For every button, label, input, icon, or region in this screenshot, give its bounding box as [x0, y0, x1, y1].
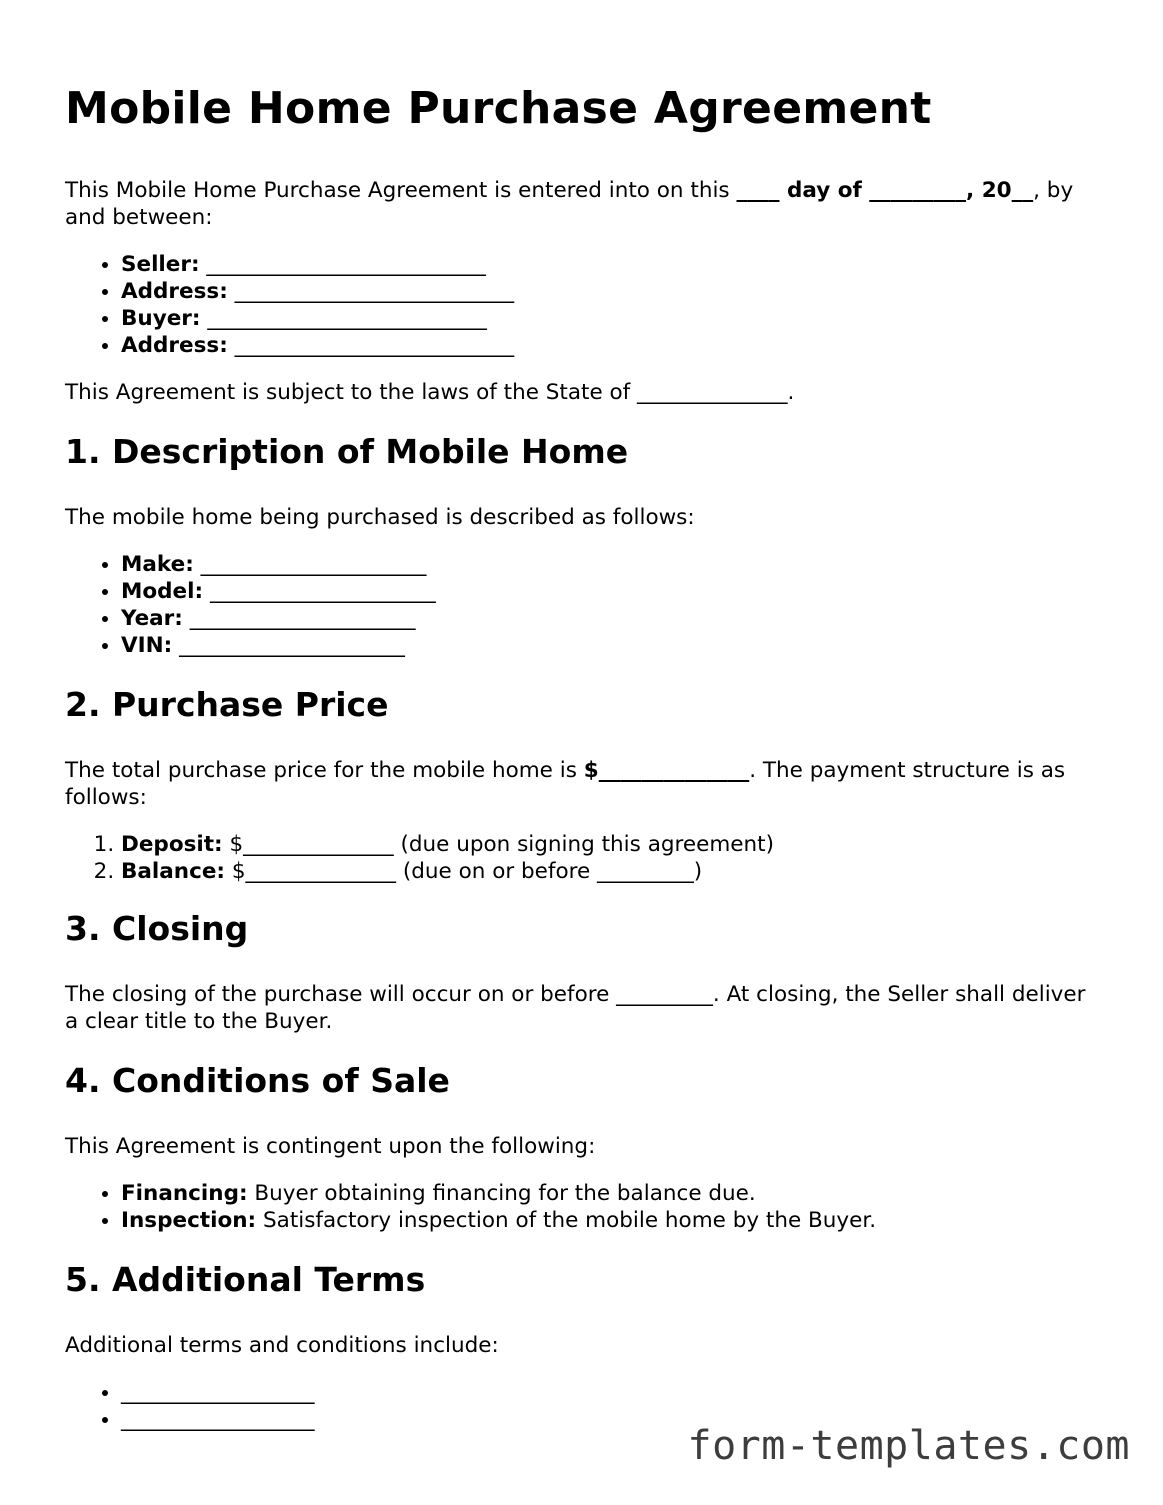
field-blank: __________________: [121, 1407, 315, 1432]
section-heading-additional: 5. Additional Terms: [65, 1260, 426, 1299]
list-item: [121, 551, 1105, 578]
list-item: [121, 858, 1105, 885]
list-item: [121, 831, 1105, 858]
field-label: Make:: [121, 552, 194, 577]
field-blank: _____________________: [203, 579, 436, 604]
list-item: [121, 332, 1105, 359]
section-heading-price: 2. Purchase Price: [65, 685, 389, 724]
watermark: form-templates.com: [687, 1423, 1130, 1469]
list-item: [121, 605, 1105, 632]
section-heading-conditions: 4. Conditions of Sale: [65, 1061, 450, 1100]
field-label: Financing:: [121, 1181, 248, 1206]
field-label: Seller:: [121, 252, 200, 277]
section-conditions-intro: This Agreement is contingent upon the following:: [65, 1134, 596, 1159]
mobile-home-details-list: [65, 551, 1105, 659]
list-item: [121, 251, 1105, 278]
section-price-text: [65, 757, 1105, 811]
intro-text-end: , by and between:: [65, 178, 1074, 230]
list-item: [121, 1379, 1105, 1406]
price-text-end: . The payment structure is as follows:: [65, 758, 1066, 810]
intro-date-blank: ____ day of _________, 20__: [736, 178, 1034, 203]
field-label: Deposit:: [121, 832, 223, 857]
payment-list: [65, 831, 1105, 885]
field-blank: _____________________: [193, 552, 427, 577]
field-label: VIN:: [121, 633, 173, 658]
field-blank: __________________________: [227, 279, 515, 304]
list-item: [121, 632, 1105, 659]
section-closing-text: The closing of the purchase will occur on or before _________. At closing, the Seller shall deliver a clear title to the Buyer.: [65, 982, 1086, 1034]
section-description-intro: The mobile home being purchased is described as follows:: [65, 505, 695, 530]
field-blank: __________________: [121, 1380, 315, 1405]
field-label: Buyer:: [121, 306, 201, 331]
field-blank: __________________________: [227, 333, 515, 358]
governing-law: This Agreement is subject to the laws of the State of ______________.: [65, 380, 795, 405]
parties-list: [65, 251, 1105, 359]
price-blank: $______________: [583, 758, 750, 783]
field-blank: _____________________: [172, 633, 405, 658]
field-label: Address:: [121, 333, 228, 358]
field-blank: $______________ (due on or before _________): [225, 859, 703, 884]
field-label: Address:: [121, 279, 228, 304]
price-text: The total purchase price for the mobile home is: [65, 758, 584, 783]
conditions-list: [65, 1180, 1105, 1234]
condition-text: Satisfactory inspection of the mobile home by the Buyer.: [256, 1208, 877, 1233]
list-item: [121, 578, 1105, 605]
document-title: Mobile Home Purchase Agreement: [65, 83, 932, 134]
document-page: [65, 78, 1105, 1453]
list-item: [121, 278, 1105, 305]
field-blank: $______________ (due upon signing this agreement): [222, 832, 774, 857]
field-blank: __________________________: [199, 252, 486, 277]
field-label: Model:: [121, 579, 204, 604]
field-label: Balance:: [121, 859, 226, 884]
list-item: [121, 1180, 1105, 1207]
intro-text: This Mobile Home Purchase Agreement is entered into on this: [65, 178, 737, 203]
field-blank: _____________________: [182, 606, 416, 631]
section-heading-description: 1. Description of Mobile Home: [65, 432, 629, 471]
list-item: [121, 305, 1105, 332]
condition-text: Buyer obtaining financing for the balance due.: [247, 1181, 756, 1206]
section-additional-intro: Additional terms and conditions include:: [65, 1333, 499, 1358]
field-blank: __________________________: [200, 306, 487, 331]
section-heading-closing: 3. Closing: [65, 909, 249, 948]
list-item: [121, 1207, 1105, 1234]
field-label: Year:: [121, 606, 183, 631]
field-label: Inspection:: [121, 1208, 257, 1233]
intro-paragraph: [65, 177, 1105, 231]
